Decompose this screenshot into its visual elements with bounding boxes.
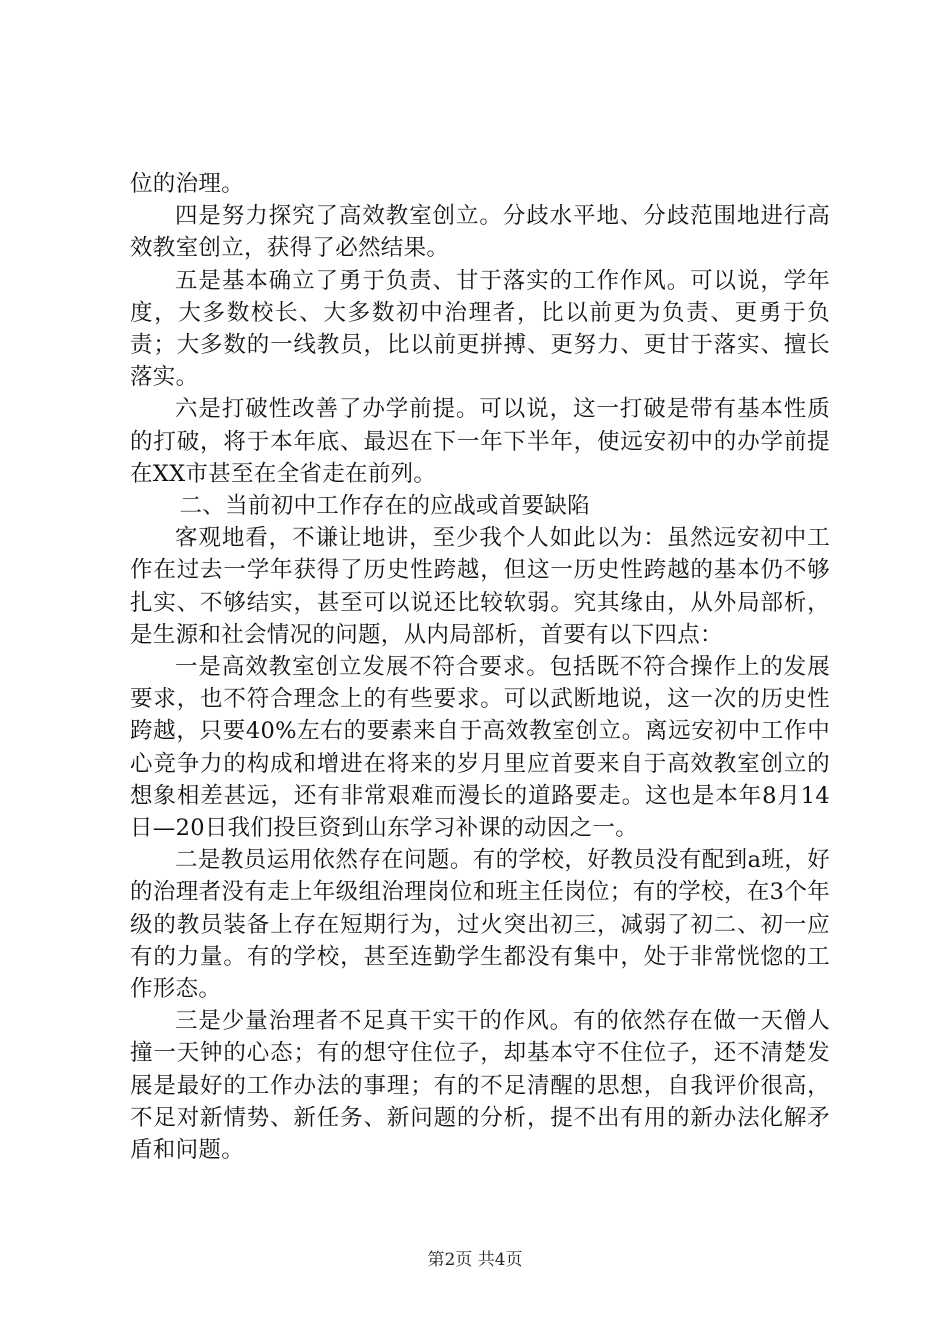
section-heading: 二、当前初中工作存在的应战或首要缺陷 [179, 493, 590, 520]
paragraph-point-four: 四是努力探究了高效教室创立。分歧水平地、分歧范围地进行高效教室创立，获得了必然结果。 [130, 203, 830, 262]
paragraph-continuation: 位的治理。 [130, 171, 245, 197]
paragraph-problem-one: 一是高效教室创立发展不符合要求。包括既不符合操作上的发展要求，也不符合理念上的有些要求。可以武断地说，这一次的历史性跨越，只要40%左右的要素来自于高效教室创立。离远安初中工作中心竞争力的构成和增进在将来的岁月里应首要来自于高效教室创立的想象相差甚远，还有非常艰难而漫长的道路要走。这也是本年8月14日—20日我们投巨资到山东学习补课的动因之一。 [130, 654, 830, 842]
page-footer: 第2页 共4页 [427, 1250, 523, 1270]
document-body [130, 168, 830, 1166]
paragraph-point-five: 五是基本确立了勇于负责、甘于落实的工作作风。可以说，学年度，大多数校长、大多数初中治理者，比以前更为负责、更勇于负责；大多数的一线教员，比以前更拼搏、更努力、更甘于落实、擅长落实。 [130, 267, 830, 391]
paragraph-problem-three: 三是少量治理者不足真干实干的作风。有的依然存在做一天僧人撞一天钟的心态；有的想守住位子，却基本守不住位子，还不清楚发展是最好的工作办法的事理；有的不足清醒的思想，自我评价很高，不足对新情势、新任务、新问题的分析，提不出有用的新办法化解矛盾和问题。 [130, 1008, 830, 1164]
paragraph-point-six: 六是打破性改善了办学前提。可以说，这一打破是带有基本性质的打破，将于本年底、最迟在下一年下半年，使远安初中的办学前提在XX市甚至在全省走在前列。 [130, 396, 830, 487]
paragraph-overview: 客观地看，不谦让地讲，至少我个人如此以为：虽然远安初中工作在过去一学年获得了历史性跨越，但这一历史性跨越的基本仍不够扎实、不够结实，甚至可以说还比较软弱。究其缘由，从外局部析，是生源和社会情况的问题，从内局部析，首要有以下四点： [130, 525, 830, 648]
paragraph-problem-two: 二是教员运用依然存在问题。有的学校，好教员没有配到a班，好的治理者没有走上年级组治理岗位和班主任岗位；有的学校，在3个年级的教员装备上存在短期行为，过火突出初三，减弱了初二、初一应有的力量。有的学校，甚至连勤学生都没有集中，处于非常恍惚的工作形态。 [130, 847, 830, 1003]
